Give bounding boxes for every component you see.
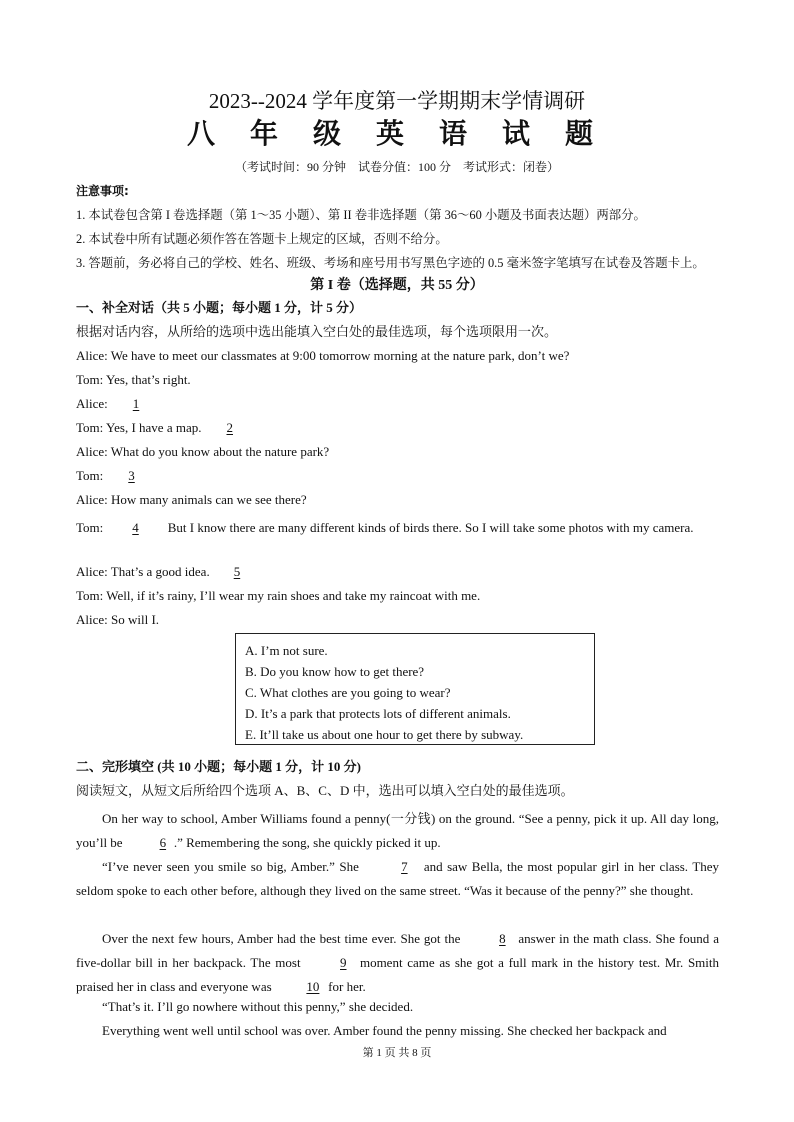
section1-heading: 一、补全对话（共 5 小题；每小题 1 分，计 5 分） (76, 300, 363, 315)
section1-instruction: 根据对话内容，从所给的选项中选出能填入空白处的最佳选项，每个选项限用一次。 (76, 324, 558, 339)
dialogue-text: That’s a good idea. (110, 564, 210, 579)
dialogue-line (76, 588, 480, 604)
dialogue-text: How many animals can we see there? (111, 492, 307, 507)
speaker: Tom: (76, 520, 104, 535)
option-b: B. Do you know how to get there? (245, 664, 425, 679)
paragraph (76, 855, 719, 903)
speaker: Alice: (76, 492, 108, 507)
exam-subject: 八 年 级 英 语 试 题 (186, 119, 607, 150)
dialogue-text: Yes, I have a map. (106, 420, 202, 435)
note-item: 3. 答题前，务必将自己的学校、姓名、班级、考场和座号用书写黑色字迹的 0.5 毫米签字笔填写在试卷及答题卡上。 (76, 256, 705, 270)
dialogue-line (76, 420, 255, 436)
dialogue-text: So will I. (111, 612, 160, 627)
paragraph-text: On her way to school, Amber Williams found a penny(一分钱) on the ground. “See a penny, pick it up. All day long, you’ll be (76, 811, 719, 850)
paragraph: “That’s it. I’ll go nowhere without this penny,” she decided. (102, 999, 414, 1014)
speaker: Tom: (76, 588, 104, 603)
option-e: E. It’ll take us about one hour to get there by subway. (245, 727, 524, 742)
dialogue-line (76, 564, 261, 580)
page-number: 第 1 页 共 8 页 (362, 1047, 432, 1059)
speaker: Alice: (76, 444, 108, 459)
dialogue-text: Yes, that’s right. (106, 372, 191, 387)
cloze-blank[interactable]: 10 (306, 979, 320, 994)
answer-blank[interactable]: 3 (128, 468, 135, 483)
answer-blank[interactable]: 5 (233, 564, 241, 579)
options-box (235, 633, 595, 745)
cloze-blank[interactable]: 9 (340, 955, 347, 970)
option-a: A. I’m not sure. (245, 643, 328, 658)
dialogue-text: We have to meet our classmates at 9:00 tomorrow morning at the nature park, don’t we? (110, 348, 570, 363)
speaker: Tom: (76, 420, 104, 435)
dialogue-line (76, 612, 159, 628)
paragraph: Everything went well until school was over. Amber found the penny missing. She checked her backpack and (102, 1023, 667, 1038)
speaker: Alice: (76, 564, 108, 579)
note-item: 1. 本试卷包含第 I 卷选择题（第 1～35 小题）、第 II 卷非选择题（第 36～60 小题及书面表达题）两部分。 (76, 208, 646, 222)
dialogue-line (76, 516, 719, 540)
dialogue-text: What do you know about the nature park? (110, 444, 330, 459)
dialogue-line (76, 468, 157, 484)
cloze-blank[interactable]: 7 (401, 859, 408, 874)
paragraph-text: and saw Bella, the most popular girl in her class. They seldom spoke to each other before, although they lived on the same street. “Was it because of the penny?” she thought. (76, 859, 720, 898)
part-heading: 第 I 卷（选择题，共 55 分） (310, 278, 484, 293)
cloze-blank[interactable]: 6 (159, 835, 167, 850)
speaker: Tom: (76, 372, 104, 387)
paragraph (76, 927, 719, 999)
dialogue-text: But I know there are many different kinds of birds there. So I will take some photos with my camera. (167, 520, 694, 535)
paragraph-text: moment came as she got a full mark in the history test. Mr. Smith praised her in class and everyone was (76, 955, 720, 994)
section2-heading: 二、完形填空 (共 10 小题；每小题 1 分，计 10 分) (76, 759, 361, 774)
dialogue-line (76, 444, 329, 460)
exam-title: 2023--2024 学年度第一学期期末学情调研 (208, 89, 586, 113)
dialogue-line (76, 372, 191, 388)
speaker: Tom: (76, 468, 104, 483)
answer-blank[interactable]: 4 (132, 520, 139, 535)
paragraph-text: Over the next few hours, Amber had the best time ever. She got the (102, 931, 461, 946)
paragraph-text: “I’ve never seen you smile so big, Amber.” She (102, 859, 359, 874)
paragraph-text: answer in the math class. She found a five-dollar bill in her backpack. The most (76, 931, 719, 970)
dialogue-text: Well, if it’s rainy, I’ll wear my rain shoes and take my raincoat with me. (106, 588, 481, 603)
answer-blank[interactable]: 1 (132, 396, 140, 411)
notes-heading: 注意事项: (76, 184, 129, 198)
dialogue-line (76, 492, 307, 508)
speaker: Alice: (76, 612, 108, 627)
speaker: Alice: (76, 348, 108, 363)
paragraph-text: .” Remembering the song, she quickly picked it up. (173, 835, 441, 850)
cloze-blank[interactable]: 8 (499, 931, 506, 946)
paragraph-text: for her. (328, 979, 366, 994)
dialogue-line (76, 348, 569, 364)
paragraph (76, 807, 719, 855)
exam-info: （考试时间：90 分钟 试卷分值：100 分 考试形式：闭卷） (234, 160, 559, 174)
answer-blank[interactable]: 2 (226, 420, 233, 435)
speaker: Alice: (76, 396, 108, 411)
dialogue-line (76, 396, 161, 412)
option-d: D. It’s a park that protects lots of different animals. (245, 706, 511, 721)
section2-instruction: 阅读短文，从短文后所给四个选项 A、B、C、D 中，选出可以填入空白处的最佳选项。 (76, 783, 574, 798)
note-item: 2. 本试卷中所有试题必须作答在答题卡上规定的区域，否则不给分。 (76, 232, 448, 246)
option-c: C. What clothes are you going to wear? (245, 685, 451, 700)
